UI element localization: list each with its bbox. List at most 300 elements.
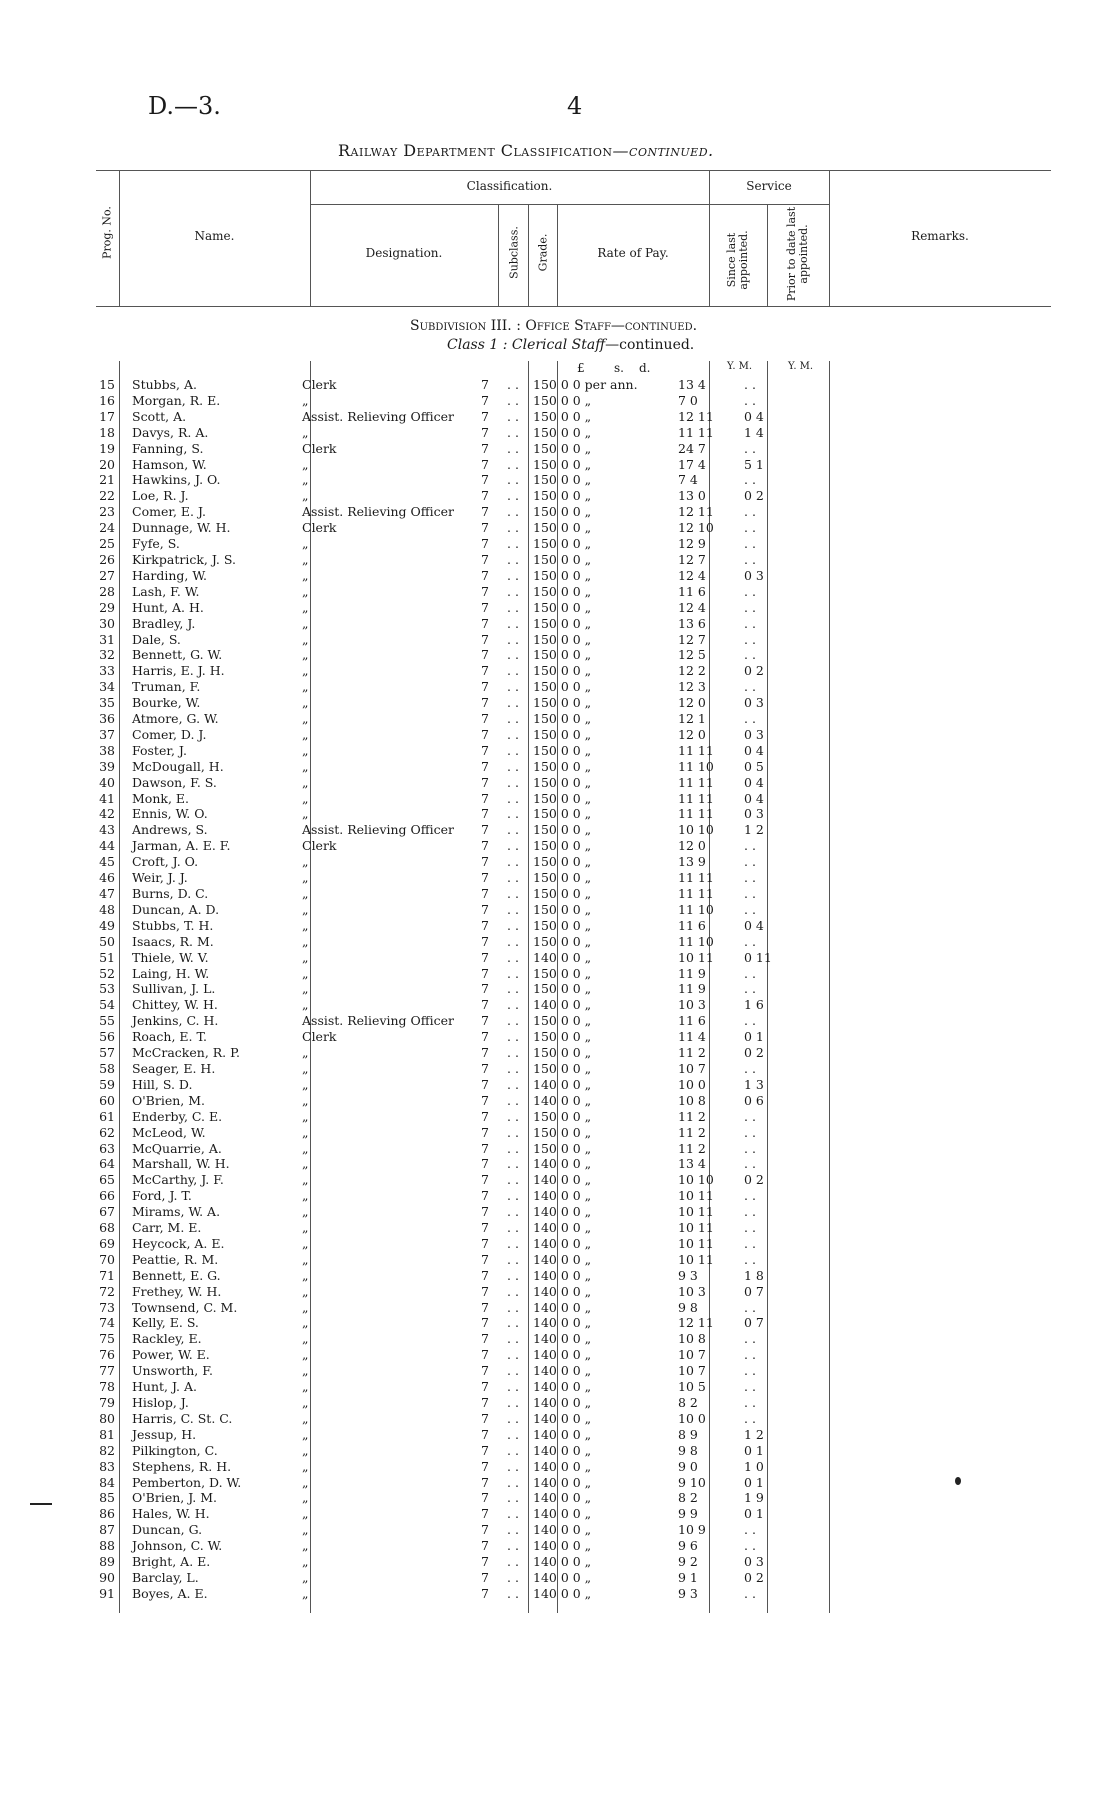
subclass-cell: 7 [481, 1124, 489, 1140]
unit-pence: d. [639, 361, 651, 375]
prior-to-cell: 1 0 [744, 1458, 764, 1474]
prog-no-cell: 21 [99, 472, 115, 488]
grade-cell: . . [507, 1363, 519, 1379]
table-row [96, 902, 784, 918]
since-last-cell: 10 0 [678, 1076, 706, 1092]
since-last-cell: 12 7 [678, 631, 706, 647]
subclass-cell: 7 [481, 456, 489, 472]
rate-cell: 150 0 0 „ [533, 774, 592, 790]
since-last-cell: 10 7 [678, 1347, 706, 1363]
name-cell: Ennis, W. O. [132, 806, 208, 822]
subclass-cell: 7 [481, 599, 489, 615]
rate-cell: 150 0 0 „ [533, 472, 592, 488]
since-last-cell: 10 7 [678, 1363, 706, 1379]
rate-cell: 150 0 0 „ [533, 1140, 592, 1156]
table-row [96, 1411, 784, 1427]
subclass-cell: 7 [481, 774, 489, 790]
table-row [96, 1156, 784, 1172]
prior-to-cell: . . [744, 472, 756, 488]
table-row [96, 568, 784, 584]
name-cell: Barclay, L. [132, 1569, 199, 1585]
table-row [96, 727, 784, 743]
table-row [96, 1586, 784, 1602]
prog-no-cell: 54 [99, 997, 115, 1013]
header-rate-of-pay: Rate of Pay. [597, 246, 669, 260]
designation-cell: „ [302, 806, 309, 822]
table-row [96, 1331, 784, 1347]
name-cell: Dale, S. [132, 631, 181, 647]
grade-cell: . . [507, 1554, 519, 1570]
prior-to-cell: 0 7 [744, 1283, 764, 1299]
grade-cell: . . [507, 742, 519, 758]
subclass-cell: 7 [481, 1060, 489, 1076]
since-last-cell: 11 11 [678, 424, 714, 440]
since-last-cell: 12 10 [678, 520, 714, 536]
name-cell: Andrews, S. [132, 822, 208, 838]
designation-cell: „ [302, 1092, 309, 1108]
rate-cell: 140 0 0 „ [533, 1506, 592, 1522]
designation-cell: „ [302, 1363, 309, 1379]
prog-no-cell: 41 [99, 790, 115, 806]
designation-cell: „ [302, 583, 309, 599]
rate-cell: 140 0 0 „ [533, 1076, 592, 1092]
grade-cell: . . [507, 1188, 519, 1204]
name-cell: Carr, M. E. [132, 1220, 202, 1236]
rate-cell: 140 0 0 „ [533, 1251, 592, 1267]
prior-to-cell: 1 6 [744, 997, 764, 1013]
name-cell: Heycock, A. E. [132, 1235, 225, 1251]
prior-to-cell: . . [744, 1395, 756, 1410]
since-last-cell: 8 2 [678, 1395, 698, 1410]
prog-no-cell: 34 [99, 679, 115, 695]
since-last-cell: 12 0 [678, 838, 706, 854]
grade-cell: . . [507, 758, 519, 774]
grade-cell: . . [507, 408, 519, 424]
rate-cell: 150 0 0 „ [533, 599, 592, 615]
rate-cell: 150 0 0 „ [533, 488, 592, 504]
prior-to-cell: . . [744, 647, 756, 663]
designation-cell: Clerk [302, 1029, 337, 1045]
designation-cell: „ [302, 1220, 309, 1236]
header-prior-to: Prior to date last appointed. [785, 206, 810, 302]
prior-to-cell: . . [744, 440, 756, 456]
prog-no-cell: 47 [99, 886, 115, 901]
name-cell: Hales, W. H. [132, 1506, 210, 1522]
table-row [96, 695, 784, 711]
prior-to-cell: . . [744, 1585, 756, 1601]
grade-cell: . . [507, 981, 519, 997]
table-row [96, 1315, 784, 1331]
designation-cell: „ [302, 472, 309, 488]
subclass-cell: 7 [481, 838, 489, 854]
grade-cell: . . [507, 1442, 519, 1458]
prior-to-cell: . . [744, 1299, 756, 1315]
designation-cell: „ [302, 615, 309, 631]
prog-no-cell: 77 [99, 1363, 115, 1379]
prior-to-cell: 0 3 [744, 567, 764, 583]
since-last-cell: 12 0 [678, 726, 706, 742]
prior-to-cell: 1 9 [744, 1490, 764, 1506]
grade-cell: . . [507, 488, 519, 504]
name-cell: Marshall, W. H. [132, 1156, 230, 1172]
name-cell: Loe, R. J. [132, 488, 189, 504]
designation-cell: „ [302, 1108, 309, 1124]
prior-to-cell: 0 4 [744, 790, 764, 806]
since-last-cell: 13 4 [678, 1156, 706, 1172]
designation-cell: „ [302, 631, 309, 647]
grade-cell: . . [507, 965, 519, 981]
prior-to-cell: . . [744, 1204, 756, 1220]
subclass-cell: 7 [481, 567, 489, 583]
designation-cell: „ [302, 933, 309, 949]
subclass-cell: 7 [481, 1220, 489, 1236]
name-cell: Stubbs, T. H. [132, 917, 214, 933]
grade-cell: . . [507, 1538, 519, 1554]
table-row [96, 838, 784, 854]
since-last-cell: 13 6 [678, 615, 706, 631]
prog-no-cell: 29 [99, 599, 115, 615]
subclass-cell: 7 [481, 440, 489, 456]
rate-cell: 150 0 0 „ [533, 679, 592, 695]
since-last-cell: 10 8 [678, 1092, 706, 1108]
designation-cell: „ [302, 1538, 309, 1554]
prior-to-cell: . . [744, 1108, 756, 1124]
designation-cell: „ [302, 711, 309, 727]
name-cell: Comer, E. J. [132, 504, 206, 520]
name-cell: Fanning, S. [132, 440, 204, 456]
table-row [96, 1109, 784, 1125]
table-row [96, 1220, 784, 1236]
designation-cell: „ [302, 901, 309, 917]
grade-cell: . . [507, 1395, 519, 1410]
prior-to-cell: . . [744, 536, 756, 552]
prior-to-cell: . . [744, 838, 756, 854]
name-cell: Fyfe, S. [132, 536, 180, 552]
designation-cell: „ [302, 424, 309, 440]
prior-to-cell: . . [744, 1013, 756, 1029]
designation-cell: „ [302, 679, 309, 695]
subclass-cell: 7 [481, 631, 489, 647]
designation-cell: „ [302, 1235, 309, 1251]
grade-cell: . . [507, 711, 519, 727]
since-last-cell: 11 2 [678, 1124, 706, 1140]
subclass-cell: 7 [481, 1299, 489, 1315]
since-last-cell: 11 9 [678, 981, 706, 997]
name-cell: Pilkington, C. [132, 1442, 218, 1458]
subclass-cell: 7 [481, 1522, 489, 1538]
prog-no-cell: 17 [99, 408, 115, 424]
subclass-cell: 7 [481, 392, 489, 408]
subclass-cell: 7 [481, 1172, 489, 1188]
since-last-cell: 12 11 [678, 1315, 714, 1331]
table-row [96, 409, 784, 425]
table-row [96, 679, 784, 695]
name-cell: Harding, W. [132, 567, 207, 583]
subclass-cell: 7 [481, 1156, 489, 1172]
rate-cell: 150 0 0 „ [533, 933, 592, 949]
table-row [96, 1300, 784, 1316]
rate-cell: 140 0 0 „ [533, 1331, 592, 1347]
subclass-cell: 7 [481, 536, 489, 552]
grade-cell: . . [507, 599, 519, 615]
table-row [96, 966, 784, 982]
name-cell: Power, W. E. [132, 1347, 210, 1363]
name-cell: Lash, F. W. [132, 583, 200, 599]
prog-no-cell: 71 [99, 1267, 115, 1283]
designation-cell: „ [302, 1458, 309, 1474]
grade-cell: . . [507, 424, 519, 440]
prior-to-cell: . . [744, 1538, 756, 1554]
prior-to-cell: 1 3 [744, 1076, 764, 1092]
subclass-cell: 7 [481, 408, 489, 424]
prog-no-cell: 35 [99, 695, 115, 711]
rate-cell: 140 0 0 „ [533, 1442, 592, 1458]
rate-cell: 140 0 0 „ [533, 1283, 592, 1299]
grade-cell: . . [507, 997, 519, 1013]
prog-no-cell: 63 [99, 1140, 115, 1156]
subdivision-title: Subdivision III. : Office Staff—continued. [410, 318, 698, 334]
name-cell: Bennett, E. G. [132, 1267, 221, 1283]
grade-cell: . . [507, 1092, 519, 1108]
subclass-cell: 7 [481, 1315, 489, 1331]
table-row [96, 1284, 784, 1300]
subclass-cell: 7 [481, 1410, 489, 1426]
rate-cell: 150 0 0 „ [533, 838, 592, 854]
rate-cell: 150 0 0 „ [533, 711, 592, 727]
prog-no-cell: 83 [99, 1458, 115, 1474]
rate-cell: 150 0 0 „ [533, 663, 592, 679]
name-cell: McQuarrie, A. [132, 1140, 222, 1156]
designation-cell: „ [302, 917, 309, 933]
prior-to-cell: . . [744, 551, 756, 567]
since-last-cell: 11 2 [678, 1045, 706, 1061]
prog-no-cell: 62 [99, 1124, 115, 1140]
prog-no-cell: 39 [99, 758, 115, 774]
designation-cell: „ [302, 1172, 309, 1188]
prog-no-cell: 24 [99, 520, 115, 536]
grade-cell: . . [507, 504, 519, 520]
subclass-cell: 7 [481, 822, 489, 838]
table-row [96, 1443, 784, 1459]
prior-to-cell: . . [744, 392, 756, 408]
designation-cell: „ [302, 488, 309, 504]
rate-cell: 150 0 0 „ [533, 408, 592, 424]
prog-no-cell: 80 [99, 1410, 115, 1426]
table-row [96, 1347, 784, 1363]
grade-cell: . . [507, 1347, 519, 1363]
since-last-cell: 10 3 [678, 1283, 706, 1299]
grade-cell: . . [507, 679, 519, 695]
since-last-cell: 12 7 [678, 551, 706, 567]
prior-to-cell: 5 1 [744, 456, 764, 472]
name-cell: Kelly, E. S. [132, 1315, 199, 1331]
grade-cell: . . [507, 790, 519, 806]
prior-to-cell: . . [744, 933, 756, 949]
rate-cell: 150 0 0 „ [533, 742, 592, 758]
rate-cell: 150 0 0 „ [533, 790, 592, 806]
rate-cell: 150 0 0 „ [533, 1124, 592, 1140]
grade-cell: . . [507, 774, 519, 790]
prior-to-cell: . . [744, 631, 756, 647]
designation-cell: „ [302, 1442, 309, 1458]
since-last-cell: 9 9 [678, 1506, 698, 1522]
designation-cell: „ [302, 1045, 309, 1061]
name-cell: Boyes, A. E. [132, 1585, 208, 1601]
name-cell: Jarman, A. E. F. [132, 838, 231, 854]
name-cell: McDougall, H. [132, 758, 224, 774]
name-cell: McCracken, R. P. [132, 1045, 240, 1061]
since-last-cell: 9 8 [678, 1442, 698, 1458]
designation-cell: „ [302, 1156, 309, 1172]
subclass-cell: 7 [481, 1029, 489, 1045]
since-last-cell: 10 9 [678, 1522, 706, 1538]
grade-cell: . . [507, 583, 519, 599]
unit-pound: £ [577, 361, 585, 375]
prog-no-cell: 76 [99, 1347, 115, 1363]
since-last-cell: 9 3 [678, 1585, 698, 1601]
rate-cell: 150 0 0 „ [533, 1108, 592, 1124]
designation-cell: „ [302, 1347, 309, 1363]
rate-cell: 140 0 0 „ [533, 1522, 592, 1538]
since-last-cell: 12 0 [678, 695, 706, 711]
subclass-cell: 7 [481, 520, 489, 536]
prog-no-cell: 33 [99, 663, 115, 679]
table-row [96, 870, 784, 886]
rate-cell: 140 0 0 „ [533, 1379, 592, 1395]
prog-no-cell: 30 [99, 615, 115, 631]
rate-cell: 140 0 0 „ [533, 1395, 592, 1410]
designation-cell: „ [302, 1315, 309, 1331]
prior-to-cell: . . [744, 1331, 756, 1347]
table-row [96, 1125, 784, 1141]
since-last-cell: 9 10 [678, 1474, 706, 1490]
prog-no-cell: 60 [99, 1092, 115, 1108]
prog-no-cell: 31 [99, 631, 115, 647]
table-row [96, 1506, 784, 1522]
grade-cell: . . [507, 1267, 519, 1283]
designation-cell: „ [302, 870, 309, 886]
prior-to-cell: . . [744, 1220, 756, 1236]
subclass-cell: 7 [481, 1076, 489, 1092]
header-remarks: Remarks. [911, 229, 969, 243]
table-row [96, 1252, 784, 1268]
designation-cell: Clerk [302, 377, 337, 392]
rate-cell: 140 0 0 „ [533, 1363, 592, 1379]
subclass-cell: 7 [481, 551, 489, 567]
designation-cell: „ [302, 1506, 309, 1522]
subclass-cell: 7 [481, 901, 489, 917]
prior-to-cell: . . [744, 1235, 756, 1251]
subclass-cell: 7 [481, 1013, 489, 1029]
name-cell: Scott, A. [132, 408, 187, 424]
rate-cell: 150 0 0 „ [533, 615, 592, 631]
table-row [96, 1490, 784, 1506]
since-last-cell: 11 11 [678, 790, 714, 806]
rate-cell: 140 0 0 „ [533, 1235, 592, 1251]
name-cell: McLeod, W. [132, 1124, 206, 1140]
table-row [96, 1188, 784, 1204]
prog-no-cell: 88 [99, 1538, 115, 1554]
rate-cell: 150 0 0 „ [533, 1045, 592, 1061]
prog-no-cell: 16 [99, 392, 115, 408]
name-cell: Hislop, J. [132, 1395, 189, 1410]
grade-cell: . . [507, 567, 519, 583]
subclass-cell: 7 [481, 1569, 489, 1585]
grade-cell: . . [507, 377, 519, 392]
table-row [96, 1554, 784, 1570]
grade-cell: . . [507, 1156, 519, 1172]
table-row [96, 377, 784, 393]
designation-cell: Clerk [302, 520, 337, 536]
since-last-cell: 10 11 [678, 1251, 714, 1267]
subclass-cell: 7 [481, 1235, 489, 1251]
table-row [96, 918, 784, 934]
table-row [96, 1029, 784, 1045]
prior-to-cell: . . [744, 599, 756, 615]
name-cell: Dawson, F. S. [132, 774, 217, 790]
designation-cell: „ [302, 886, 309, 901]
rate-cell: 150 0 0 „ [533, 392, 592, 408]
rate-cell: 140 0 0 „ [533, 1156, 592, 1172]
subclass-cell: 7 [481, 615, 489, 631]
prior-to-cell: . . [744, 870, 756, 886]
rate-cell: 140 0 0 „ [533, 1188, 592, 1204]
prog-no-cell: 18 [99, 424, 115, 440]
table-row [96, 584, 784, 600]
since-last-cell: 8 2 [678, 1490, 698, 1506]
designation-cell: „ [302, 1490, 309, 1506]
since-last-cell: 10 11 [678, 1204, 714, 1220]
page-number: 4 [567, 92, 583, 120]
unit-since: Y. M. [727, 361, 753, 372]
rate-cell: 150 0 0 „ [533, 917, 592, 933]
grade-cell: . . [507, 901, 519, 917]
table-row [96, 1093, 784, 1109]
grade-cell: . . [507, 1426, 519, 1442]
rate-cell: 150 0 0 „ [533, 1013, 592, 1029]
prior-to-cell: . . [744, 965, 756, 981]
table-row [96, 457, 784, 473]
name-cell: O'Brien, M. [132, 1092, 206, 1108]
table-row [96, 1522, 784, 1538]
prior-to-cell: 1 2 [744, 822, 764, 838]
since-last-cell: 11 6 [678, 917, 706, 933]
table-row [96, 791, 784, 807]
name-cell: Johnson, C. W. [132, 1538, 223, 1554]
prog-no-cell: 73 [99, 1299, 115, 1315]
since-last-cell: 9 1 [678, 1569, 698, 1585]
name-cell: Thiele, W. V. [132, 949, 209, 965]
subclass-cell: 7 [481, 1585, 489, 1601]
since-last-cell: 12 5 [678, 647, 706, 663]
designation-cell: „ [302, 567, 309, 583]
header-grade: Grade. [536, 233, 550, 272]
since-last-cell: 24 7 [678, 440, 706, 456]
since-last-cell: 10 0 [678, 1410, 706, 1426]
subclass-cell: 7 [481, 1554, 489, 1570]
since-last-cell: 12 1 [678, 711, 706, 727]
rate-cell: 140 0 0 „ [533, 1490, 592, 1506]
grade-cell: . . [507, 1140, 519, 1156]
designation-cell: „ [302, 997, 309, 1013]
prog-no-cell: 52 [99, 965, 115, 981]
prog-no-cell: 48 [99, 901, 115, 917]
since-last-cell: 9 3 [678, 1267, 698, 1283]
rate-cell: 140 0 0 „ [533, 1299, 592, 1315]
since-last-cell: 12 9 [678, 536, 706, 552]
grade-cell: . . [507, 806, 519, 822]
grade-cell: . . [507, 1299, 519, 1315]
